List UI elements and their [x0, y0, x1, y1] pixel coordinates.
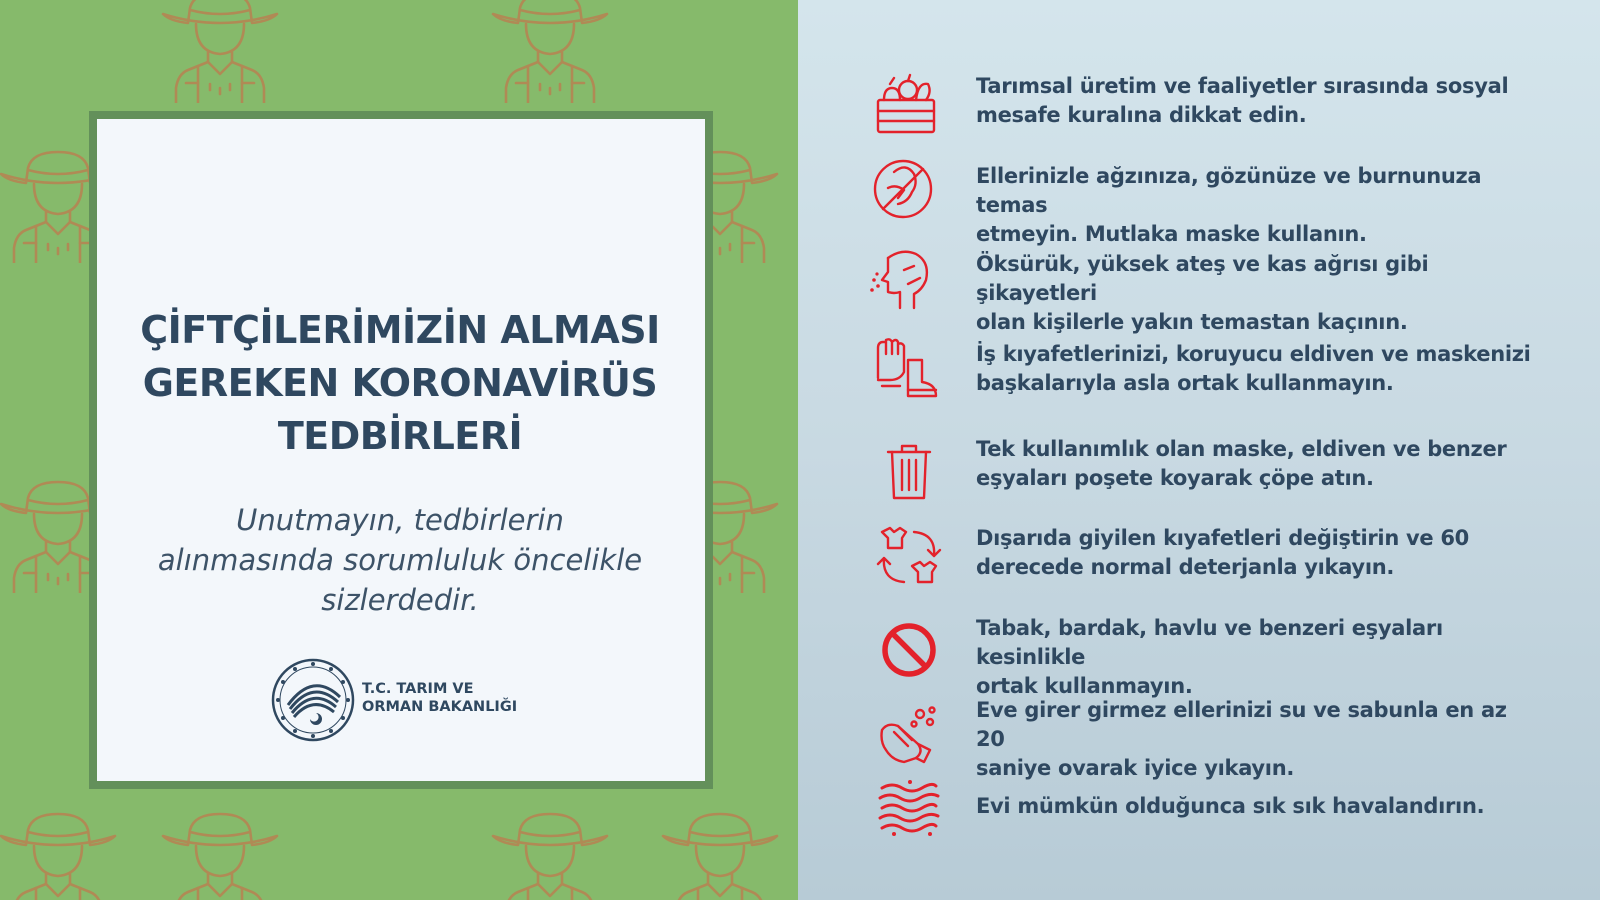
- tip-text: [976, 435, 1536, 493]
- subtitle-text: Unutmayın, tedbirlerin alınmasında sorumluluk öncelikle sizlerdedir.: [157, 503, 643, 617]
- tip-text: [976, 696, 1536, 783]
- farmer-pattern-icon: [490, 810, 610, 900]
- tip-line-1: Evi mümkün olduğunca sık sık havalandırın.: [976, 794, 1485, 818]
- no-face-touch-icon: [868, 154, 938, 224]
- farmer-pattern-icon: [160, 0, 280, 103]
- tip-line-1: Tabak, bardak, havlu ve benzeri eşyaları kesinlikle: [976, 616, 1443, 669]
- tip-line-1: Ellerinizle ağzınıza, gözünüze ve burnunuza temas: [976, 164, 1482, 217]
- tip-text: [976, 524, 1536, 582]
- ventilation-icon: [874, 776, 944, 846]
- tip-line-1: Öksürük, yüksek ateş ve kas ağrısı gibi şikayetleri: [976, 252, 1429, 305]
- tip-line-1: Eve girer girmez ellerinizi su ve sabunla en az 20: [976, 698, 1507, 751]
- glove-boot-icon: [870, 334, 940, 404]
- organization-name: [362, 680, 562, 716]
- tip-line-1: İş kıyafetlerinizi, koruyucu eldiven ve maskenizi: [976, 342, 1531, 366]
- tip-text: [976, 72, 1536, 130]
- right-panel: [798, 0, 1600, 900]
- organization-line-1: T.C. TARIM VE: [362, 681, 474, 697]
- tip-line-2: eşyaları poşete koyarak çöpe atın.: [976, 466, 1374, 490]
- tip-line-1: Dışarıda giyilen kıyafetleri değiştirin ve 60: [976, 526, 1469, 550]
- produce-crate-icon: [870, 70, 940, 140]
- farmer-pattern-icon: [490, 0, 610, 103]
- tip-text: [976, 162, 1536, 249]
- page-title: [120, 304, 680, 463]
- trash-bin-icon: [874, 436, 944, 506]
- coughing-person-icon: [868, 244, 938, 314]
- title-text: ÇİFTÇİLERİMİZİN ALMASI GEREKEN KORONAVİRÜS TEDBİRLERİ: [140, 308, 660, 458]
- laundry-cycle-icon: [874, 522, 944, 592]
- farmer-pattern-icon: [0, 810, 118, 900]
- tip-line-2: derecede normal deterjanla yıkayın.: [976, 555, 1395, 579]
- tip-line-2: olan kişilerle yakın temastan kaçının.: [976, 310, 1408, 334]
- tip-line-2: ortak kullanmayın.: [976, 674, 1193, 698]
- organization-line-2: ORMAN BAKANLIĞI: [362, 699, 518, 715]
- ministry-logo-icon: [270, 657, 356, 743]
- tip-line-2: mesafe kuralına dikkat edin.: [976, 103, 1307, 127]
- prohibited-icon: [872, 614, 942, 684]
- tip-line-1: Tek kullanımlık olan maske, eldiven ve benzer: [976, 437, 1507, 461]
- tip-text: [976, 250, 1536, 337]
- left-panel: [0, 0, 798, 900]
- farmer-pattern-icon: [160, 810, 280, 900]
- tip-line-2: başkalarıyla asla ortak kullanmayın.: [976, 371, 1394, 395]
- tip-text: [976, 792, 1536, 821]
- subtitle: [150, 500, 650, 620]
- tip-line-2: etmeyin. Mutlaka maske kullanın.: [976, 222, 1367, 246]
- tip-line-2: saniye ovarak iyice yıkayın.: [976, 756, 1295, 780]
- tip-line-1: Tarımsal üretim ve faaliyetler sırasında sosyal: [976, 74, 1509, 98]
- tip-text: [976, 340, 1536, 398]
- farmer-pattern-icon: [660, 810, 780, 900]
- hand-washing-icon: [874, 700, 944, 770]
- tip-text: [976, 614, 1536, 701]
